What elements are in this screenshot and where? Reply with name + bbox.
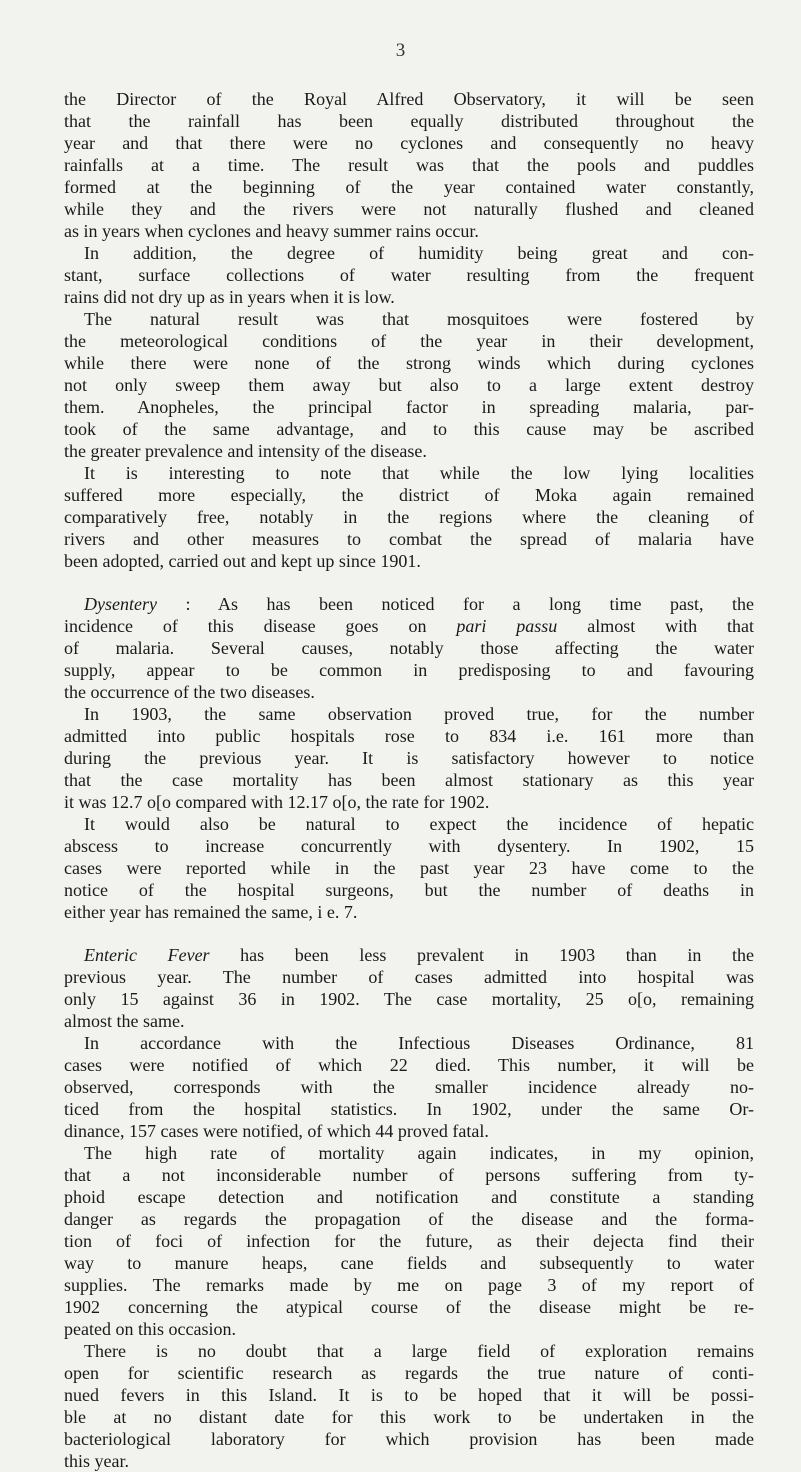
text-line: bacteriological laboratory for which provision has been made [64, 1429, 754, 1449]
text-line: It is interesting to note that while the low lying localities [84, 463, 754, 483]
text-line [64, 944, 754, 966]
paragraph [64, 813, 754, 923]
text-line: In addition, the degree of humidity being great and con- [84, 243, 754, 263]
section-heading-enteric-fever: Enteric Fever [84, 945, 210, 965]
text-line: The high rate of mortality again indicates, in my opinion, [84, 1143, 754, 1163]
paragraph [64, 1032, 754, 1142]
text-line: not only sweep them away but also to a large extent destroy [64, 375, 754, 395]
text-line: supplies. The remarks made by me on page 3 of my report of [64, 1275, 754, 1295]
page-body [64, 88, 754, 1472]
text-line: dinance, 157 cases were notified, of which 44 proved fatal. [64, 1121, 489, 1141]
paragraph [64, 308, 754, 462]
text-line: danger as regards the propagation of the disease and the forma- [64, 1209, 754, 1229]
text-line [64, 593, 754, 615]
paragraph [64, 88, 754, 242]
text-line: them. Anopheles, the principal factor in spreading malaria, par- [64, 397, 754, 417]
text-line: formed at the beginning of the year contained water constantly, [64, 177, 754, 197]
text-line: rivers and other measures to combat the spread of malaria have [64, 529, 754, 549]
text-line: observed, corresponds with the smaller incidence already no- [64, 1077, 754, 1097]
text-line: that the case mortality has been almost stationary as this year [64, 770, 754, 790]
text-line: ble at no distant date for this work to be undertaken in the [64, 1407, 754, 1427]
paragraph [64, 1340, 754, 1472]
text-line: that a not inconsiderable number of persons suffering from ty- [64, 1165, 754, 1185]
text-line: supply, appear to be common in predisposing to and favouring [64, 660, 754, 680]
text-line: the Director of the Royal Alfred Observatory, it will be seen [64, 89, 754, 109]
text-run: : As has been noticed for a long time past, the [156, 594, 754, 614]
text-line: either year has remained the same, i e. 7. [64, 902, 358, 922]
text-line: while there were none of the strong winds which during cyclones [64, 353, 754, 373]
text-line: way to manure heaps, cane fields and subsequently to water [64, 1253, 754, 1273]
page-number: 3 [395, 40, 406, 61]
text-line: comparatively free, notably in the regions where the cleaning of [64, 507, 754, 527]
text-run: almost with that [557, 616, 755, 636]
section-heading-dysentery: Dysentery [84, 594, 157, 614]
text-line: rains did not dry up as in years when it is low. [64, 287, 395, 307]
text-line: peated on this occasion. [64, 1319, 236, 1339]
text-line: open for scientific research as regards the true nature of conti- [64, 1363, 754, 1383]
text-line: rainfalls at a time. The result was that the pools and puddles [64, 155, 754, 175]
paragraph [64, 703, 754, 813]
paragraph [64, 1142, 754, 1340]
text-line: notice of the hospital surgeons, but the number of deaths in [64, 880, 754, 900]
text-line: stant, surface collections of water resulting from the frequent [64, 265, 754, 285]
text-line: it was 12.7 o[o compared with 12.17 o[o, the rate for 1902. [64, 792, 490, 812]
text-line: ticed from the hospital statistics. In 1902, under the same Or- [64, 1099, 754, 1119]
text-line: previous year. The number of cases admitted into hospital was [64, 967, 754, 987]
text-line: admitted into public hospitals rose to 834 i.e. 161 more than [64, 726, 754, 746]
text-line: of malaria. Several causes, notably those affecting the water [64, 638, 754, 658]
text-line: the greater prevalence and intensity of the disease. [64, 441, 427, 461]
text-line: There is no doubt that a large field of exploration remains [84, 1341, 754, 1361]
text-line: year and that there were no cyclones and consequently no heavy [64, 133, 754, 153]
text-line: 1902 concerning the atypical course of the disease might be re- [64, 1297, 754, 1317]
text-line: been adopted, carried out and kept up since 1901. [64, 551, 421, 571]
text-line: In 1903, the same observation proved true, for the number [84, 704, 754, 724]
paragraph [64, 242, 754, 308]
italic-phrase: pari passu [456, 616, 558, 636]
text-line: tion of foci of infection for the future, as their dejecta find their [64, 1231, 754, 1251]
text-line: this year. [64, 1451, 129, 1471]
text-line [64, 615, 754, 637]
paragraph [64, 462, 754, 572]
text-line: while they and the rivers were not naturally flushed and cleaned [64, 199, 754, 219]
text-run: incidence of this disease goes on [64, 616, 457, 636]
text-line: The natural result was that mosquitoes were fostered by [84, 309, 754, 329]
text-line: that the rainfall has been equally distributed throughout the [64, 111, 754, 131]
text-line: the occurrence of the two diseases. [64, 682, 315, 702]
text-line: suffered more especially, the district of Moka again remained [64, 485, 754, 505]
text-line: only 15 against 36 in 1902. The case mortality, 25 o[o, remaining [64, 989, 754, 1009]
text-line: cases were notified of which 22 died. This number, it will be [64, 1055, 754, 1075]
text-line: cases were reported while in the past year 23 have come to the [64, 858, 754, 878]
text-line: abscess to increase concurrently with dysentery. In 1902, 15 [64, 836, 754, 856]
text-line: nued fevers in this Island. It is to be hoped that it will be possi- [64, 1385, 754, 1405]
text-line: In accordance with the Infectious Diseases Ordinance, 81 [84, 1033, 754, 1053]
text-line: It would also be natural to expect the incidence of hepatic [84, 814, 754, 834]
text-line: during the previous year. It is satisfactory however to notice [64, 748, 754, 768]
text-line: took of the same advantage, and to this cause may be ascribed [64, 419, 754, 439]
text-run: has been less prevalent in 1903 than in the [209, 945, 754, 965]
paragraph [64, 593, 754, 703]
text-line: phoid escape detection and notification and constitute a standing [64, 1187, 754, 1207]
text-line: the meteorological conditions of the year in their development, [64, 331, 754, 351]
paragraph [64, 944, 754, 1032]
text-line: almost the same. [64, 1011, 185, 1031]
text-line: as in years when cyclones and heavy summer rains occur. [64, 221, 479, 241]
